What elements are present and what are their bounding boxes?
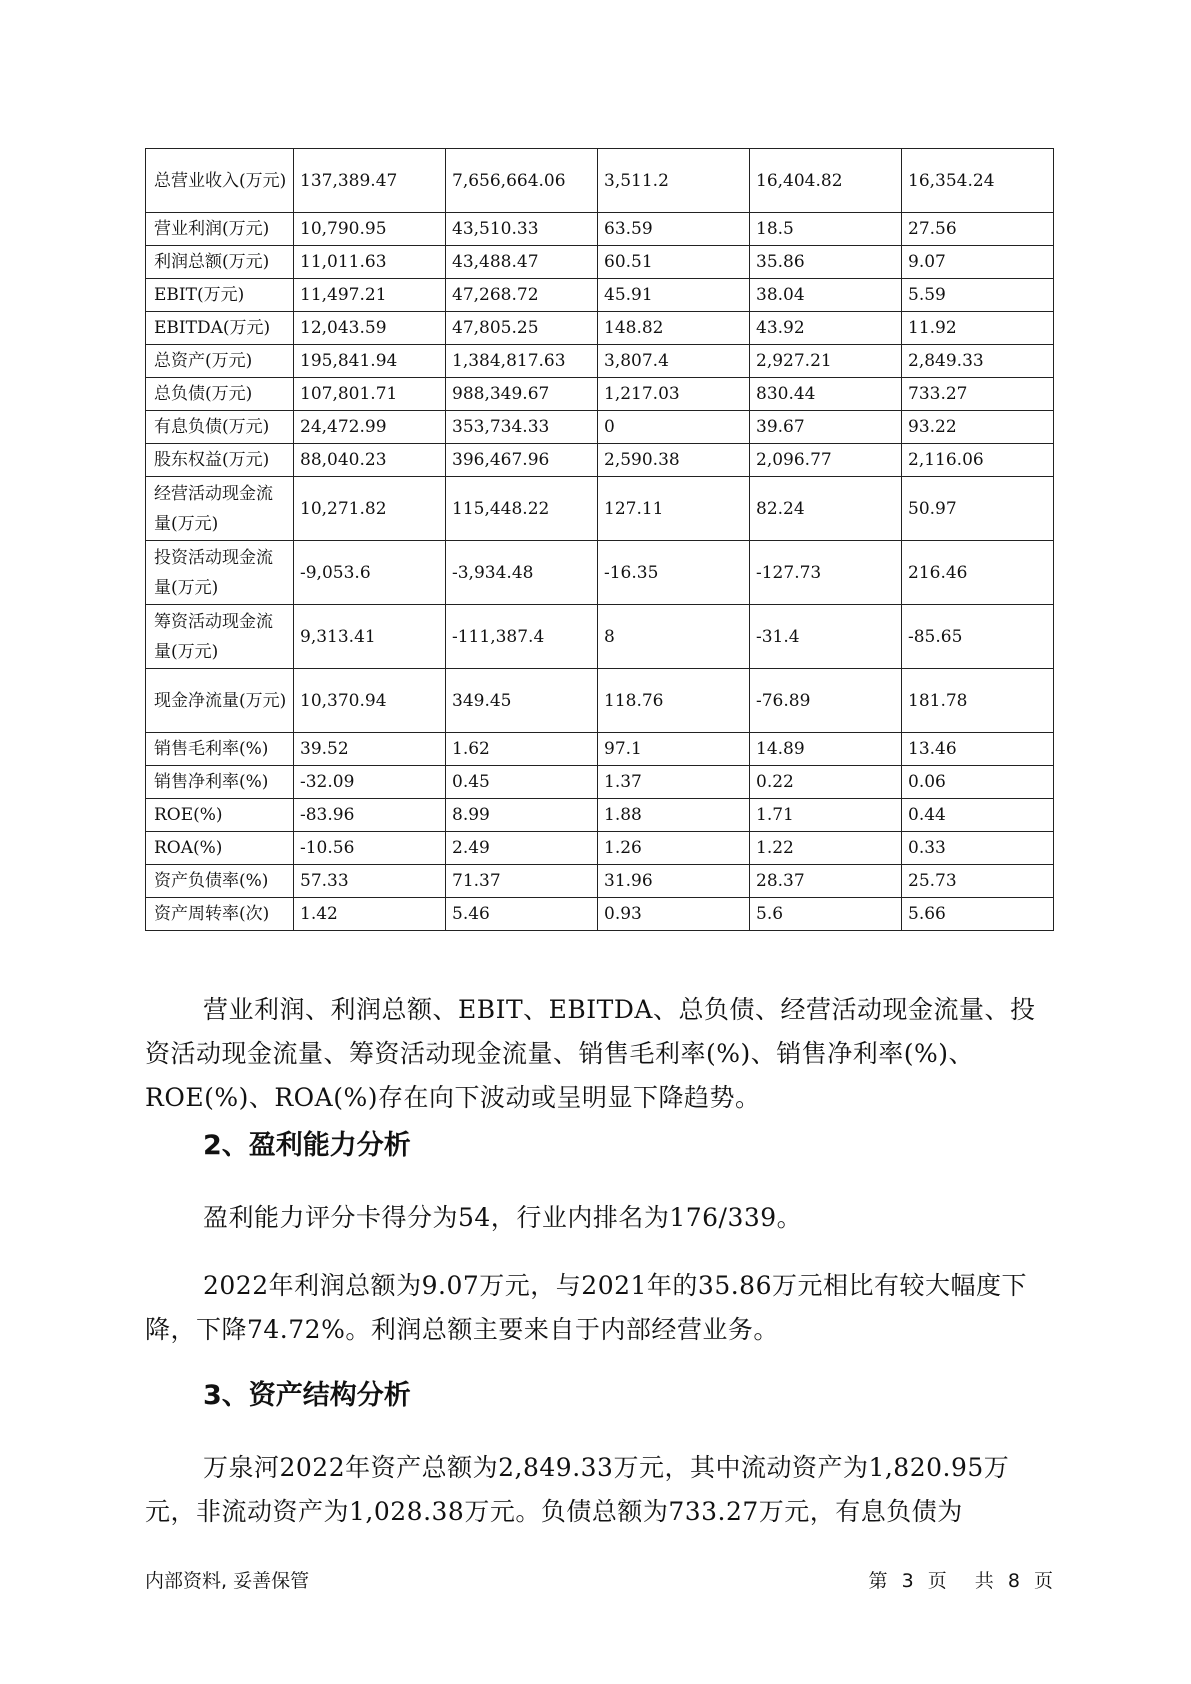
table-cell: -16.35 [598, 541, 750, 605]
row-label: 利润总额(万元) [146, 246, 294, 279]
table-cell: 25.73 [902, 865, 1054, 898]
table-cell: 7,656,664.06 [446, 149, 598, 213]
row-label: 资产周转率(次) [146, 898, 294, 931]
table-cell: -9,053.6 [294, 541, 446, 605]
table-cell: 10,370.94 [294, 669, 446, 733]
table-cell: 88,040.23 [294, 444, 446, 477]
table-cell: 195,841.94 [294, 345, 446, 378]
table-cell: -10.56 [294, 832, 446, 865]
table-cell: 0.44 [902, 799, 1054, 832]
table-cell: 43.92 [750, 312, 902, 345]
table-cell: 115,448.22 [446, 477, 598, 541]
table-cell: 35.86 [750, 246, 902, 279]
table-cell: -111,387.4 [446, 605, 598, 669]
table-row [146, 799, 1054, 832]
table-cell: 47,805.25 [446, 312, 598, 345]
total-prefix: 共 [974, 1570, 994, 1592]
table-cell: -31.4 [750, 605, 902, 669]
profitability-score-paragraph: 盈利能力评分卡得分为54，行业内排名为176/339。 [203, 1203, 803, 1232]
page-number: 3 [901, 1570, 914, 1592]
table-row [146, 766, 1054, 799]
table-cell: 11.92 [902, 312, 1054, 345]
asset-structure-paragraph: 万泉河2022年资产总额为2,849.33万元，其中流动资产为1,820.95万元，非流动资产为1,028.38万元。负债总额为733.27万元，有息负债为 [145, 1453, 1010, 1526]
table-cell: 1.42 [294, 898, 446, 931]
table-cell: 97.1 [598, 733, 750, 766]
table-cell: 2,590.38 [598, 444, 750, 477]
table-cell: 9.07 [902, 246, 1054, 279]
table-cell: 988,349.67 [446, 378, 598, 411]
table-row [146, 246, 1054, 279]
table-cell: 10,271.82 [294, 477, 446, 541]
table-cell: 24,472.99 [294, 411, 446, 444]
table-row [146, 411, 1054, 444]
total-unit: 页 [1033, 1570, 1053, 1592]
section-heading-profitability: 2、盈利能力分析 [203, 1130, 411, 1161]
table-cell: 0.06 [902, 766, 1054, 799]
row-label: ROA(%) [146, 832, 294, 865]
table-cell: 27.56 [902, 213, 1054, 246]
table-cell: 148.82 [598, 312, 750, 345]
table-cell: -83.96 [294, 799, 446, 832]
row-label: 筹资活动现金流量(万元) [146, 605, 294, 669]
financial-table-body [146, 149, 1054, 931]
table-cell: -127.73 [750, 541, 902, 605]
total-pages: 8 [1007, 1570, 1020, 1592]
table-cell: 349.45 [446, 669, 598, 733]
table-cell: 16,404.82 [750, 149, 902, 213]
table-cell: 93.22 [902, 411, 1054, 444]
table-cell: 60.51 [598, 246, 750, 279]
table-cell: 1.62 [446, 733, 598, 766]
table-cell: -85.65 [902, 605, 1054, 669]
table-row [146, 541, 1054, 605]
table-cell: 16,354.24 [902, 149, 1054, 213]
table-cell: 396,467.96 [446, 444, 598, 477]
table-cell: 14.89 [750, 733, 902, 766]
row-label: EBITDA(万元) [146, 312, 294, 345]
table-cell: 1.71 [750, 799, 902, 832]
table-cell: 28.37 [750, 865, 902, 898]
table-cell: 5.6 [750, 898, 902, 931]
row-label: 资产负债率(%) [146, 865, 294, 898]
footer-confidential-note: 内部资料, 妥善保管 [145, 1570, 310, 1592]
table-cell: 13.46 [902, 733, 1054, 766]
table-cell: 137,389.47 [294, 149, 446, 213]
row-label: 股东权益(万元) [146, 444, 294, 477]
table-cell: 118.76 [598, 669, 750, 733]
page-prefix: 第 [868, 1570, 888, 1592]
table-cell: 2,096.77 [750, 444, 902, 477]
table-cell: -76.89 [750, 669, 902, 733]
table-cell: 0.93 [598, 898, 750, 931]
table-cell: 3,511.2 [598, 149, 750, 213]
table-row [146, 149, 1054, 213]
table-cell: 5.59 [902, 279, 1054, 312]
table-cell: 3,807.4 [598, 345, 750, 378]
table-cell: -32.09 [294, 766, 446, 799]
row-label: 有息负债(万元) [146, 411, 294, 444]
table-row [146, 669, 1054, 733]
table-row [146, 477, 1054, 541]
row-label: ROE(%) [146, 799, 294, 832]
row-label: 总资产(万元) [146, 345, 294, 378]
table-row [146, 865, 1054, 898]
page-unit: 页 [927, 1570, 947, 1592]
table-cell: 353,734.33 [446, 411, 598, 444]
table-cell: 2,116.06 [902, 444, 1054, 477]
row-label: 现金净流量(万元) [146, 669, 294, 733]
table-cell: 1,384,817.63 [446, 345, 598, 378]
table-cell: 0.33 [902, 832, 1054, 865]
table-cell: 216.46 [902, 541, 1054, 605]
table-cell: 57.33 [294, 865, 446, 898]
table-cell: 82.24 [750, 477, 902, 541]
table-cell: 1.22 [750, 832, 902, 865]
table-cell: 733.27 [902, 378, 1054, 411]
table-cell: 11,497.21 [294, 279, 446, 312]
row-label: 总负债(万元) [146, 378, 294, 411]
table-cell: 8 [598, 605, 750, 669]
table-row [146, 733, 1054, 766]
financial-metrics-table [145, 148, 1054, 931]
trend-summary-paragraph: 营业利润、利润总额、EBIT、EBITDA、总负债、经营活动现金流量、投资活动现金流量、筹资活动现金流量、销售毛利率(%)、销售净利率(%)、ROE(%)、ROA(%)存在向下波动或呈明显下降趋势。 [145, 995, 1036, 1112]
table-cell: 12,043.59 [294, 312, 446, 345]
table-cell: 43,510.33 [446, 213, 598, 246]
table-row [146, 345, 1054, 378]
table-cell: 10,790.95 [294, 213, 446, 246]
table-cell: -3,934.48 [446, 541, 598, 605]
table-row [146, 213, 1054, 246]
section-heading-asset-structure: 3、资产结构分析 [203, 1380, 411, 1411]
table-row [146, 279, 1054, 312]
table-cell: 0 [598, 411, 750, 444]
row-label: EBIT(万元) [146, 279, 294, 312]
table-row [146, 312, 1054, 345]
table-cell: 43,488.47 [446, 246, 598, 279]
table-cell: 1.26 [598, 832, 750, 865]
table-cell: 39.52 [294, 733, 446, 766]
table-cell: 1,217.03 [598, 378, 750, 411]
table-cell: 39.67 [750, 411, 902, 444]
table-cell: 45.91 [598, 279, 750, 312]
table-cell: 5.46 [446, 898, 598, 931]
table-cell: 8.99 [446, 799, 598, 832]
table-cell: 2.49 [446, 832, 598, 865]
table-cell: 181.78 [902, 669, 1054, 733]
table-cell: 2,849.33 [902, 345, 1054, 378]
footer-page-indicator [869, 1567, 1053, 1595]
row-label: 总营业收入(万元) [146, 149, 294, 213]
table-cell: 50.97 [902, 477, 1054, 541]
table-cell: 38.04 [750, 279, 902, 312]
table-cell: 127.11 [598, 477, 750, 541]
row-label: 经营活动现金流量(万元) [146, 477, 294, 541]
table-row [146, 378, 1054, 411]
table-cell: 0.45 [446, 766, 598, 799]
table-cell: 47,268.72 [446, 279, 598, 312]
table-cell: 9,313.41 [294, 605, 446, 669]
table-row [146, 444, 1054, 477]
table-row [146, 832, 1054, 865]
table-cell: 71.37 [446, 865, 598, 898]
table-cell: 18.5 [750, 213, 902, 246]
table-cell: 107,801.71 [294, 378, 446, 411]
row-label: 营业利润(万元) [146, 213, 294, 246]
row-label: 投资活动现金流量(万元) [146, 541, 294, 605]
table-cell: 63.59 [598, 213, 750, 246]
row-label: 销售净利率(%) [146, 766, 294, 799]
profit-change-paragraph: 2022年利润总额为9.07万元，与2021年的35.86万元相比有较大幅度下降，下降74.72%。利润总额主要来自于内部经营业务。 [145, 1271, 1027, 1344]
table-cell: 830.44 [750, 378, 902, 411]
table-row [146, 605, 1054, 669]
table-cell: 5.66 [902, 898, 1054, 931]
table-cell: 31.96 [598, 865, 750, 898]
row-label: 销售毛利率(%) [146, 733, 294, 766]
table-cell: 1.88 [598, 799, 750, 832]
table-cell: 0.22 [750, 766, 902, 799]
table-cell: 11,011.63 [294, 246, 446, 279]
table-cell: 2,927.21 [750, 345, 902, 378]
table-row [146, 898, 1054, 931]
table-cell: 1.37 [598, 766, 750, 799]
